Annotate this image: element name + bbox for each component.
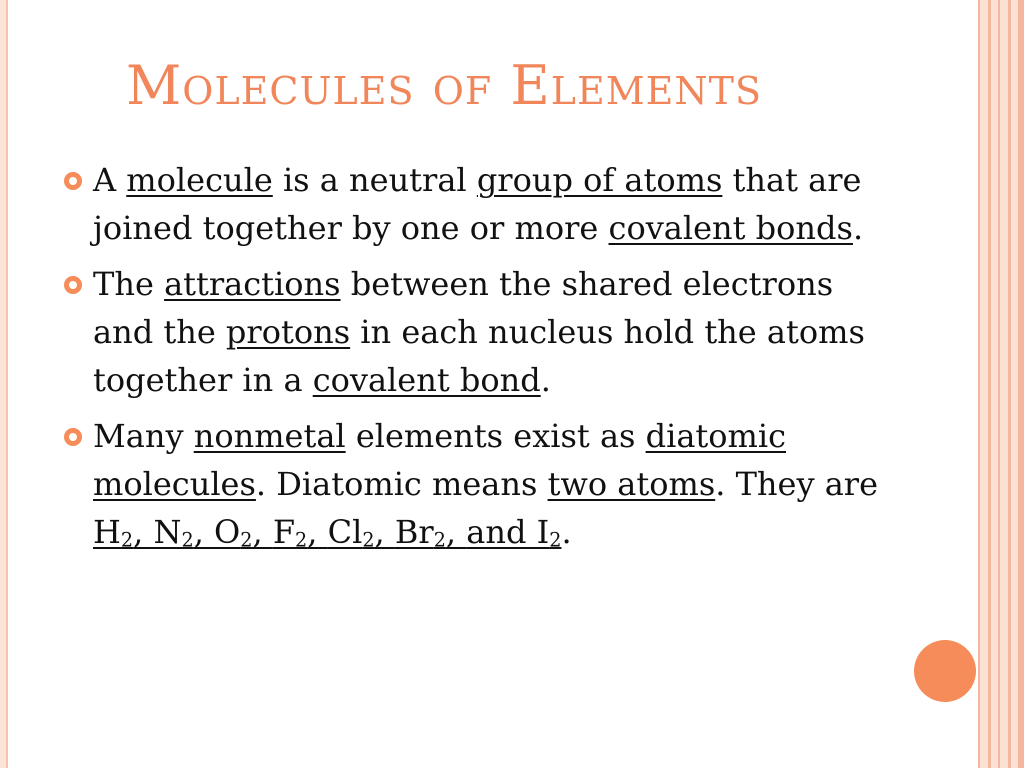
orange-circle-decoration	[914, 640, 976, 702]
term-molecule: molecule	[126, 161, 273, 199]
bullet-item-diatomic: Many nonmetal elements exist as diatomic molecules. Diatomic means two atoms. They are $H_2$, $N_2$, $O_2$, $F_2$, $Cl_2$, $Br_2$, and $I_2$.	[0, 412, 900, 556]
term-nonmetal: nonmetal	[193, 417, 346, 455]
bullet-list	[0, 156, 900, 564]
term-covalent-bond: covalent bond	[312, 361, 541, 399]
term-attractions: attractions	[164, 265, 341, 303]
term-protons: protons	[225, 313, 351, 351]
right-stripes-decoration	[978, 0, 1024, 768]
bullet-circle-icon	[64, 428, 82, 446]
bullet-circle-icon	[64, 276, 82, 294]
term-two-atoms: two atoms	[547, 465, 716, 503]
slide-title: Molecules of Elements	[126, 54, 763, 117]
term-group-of-atoms: group of atoms	[476, 161, 723, 199]
term-diatomic-molecules: diatomic molecules	[93, 417, 787, 503]
bullet-item-attractions: The attractions between the shared electrons and the protons in each nucleus hold the atoms together in a covalent bond.	[0, 260, 900, 404]
diatomic-formula-list: $H_2$, $N_2$, $O_2$, $F_2$, $Cl_2$, $Br_2$, and $I_2$	[93, 513, 562, 552]
term-covalent-bonds: covalent bonds	[608, 209, 853, 247]
bullet-item-molecule-definition: A molecule is a neutral group of atoms that are joined together by one or more covalent bonds.	[0, 156, 900, 252]
bullet-circle-icon	[64, 172, 82, 190]
